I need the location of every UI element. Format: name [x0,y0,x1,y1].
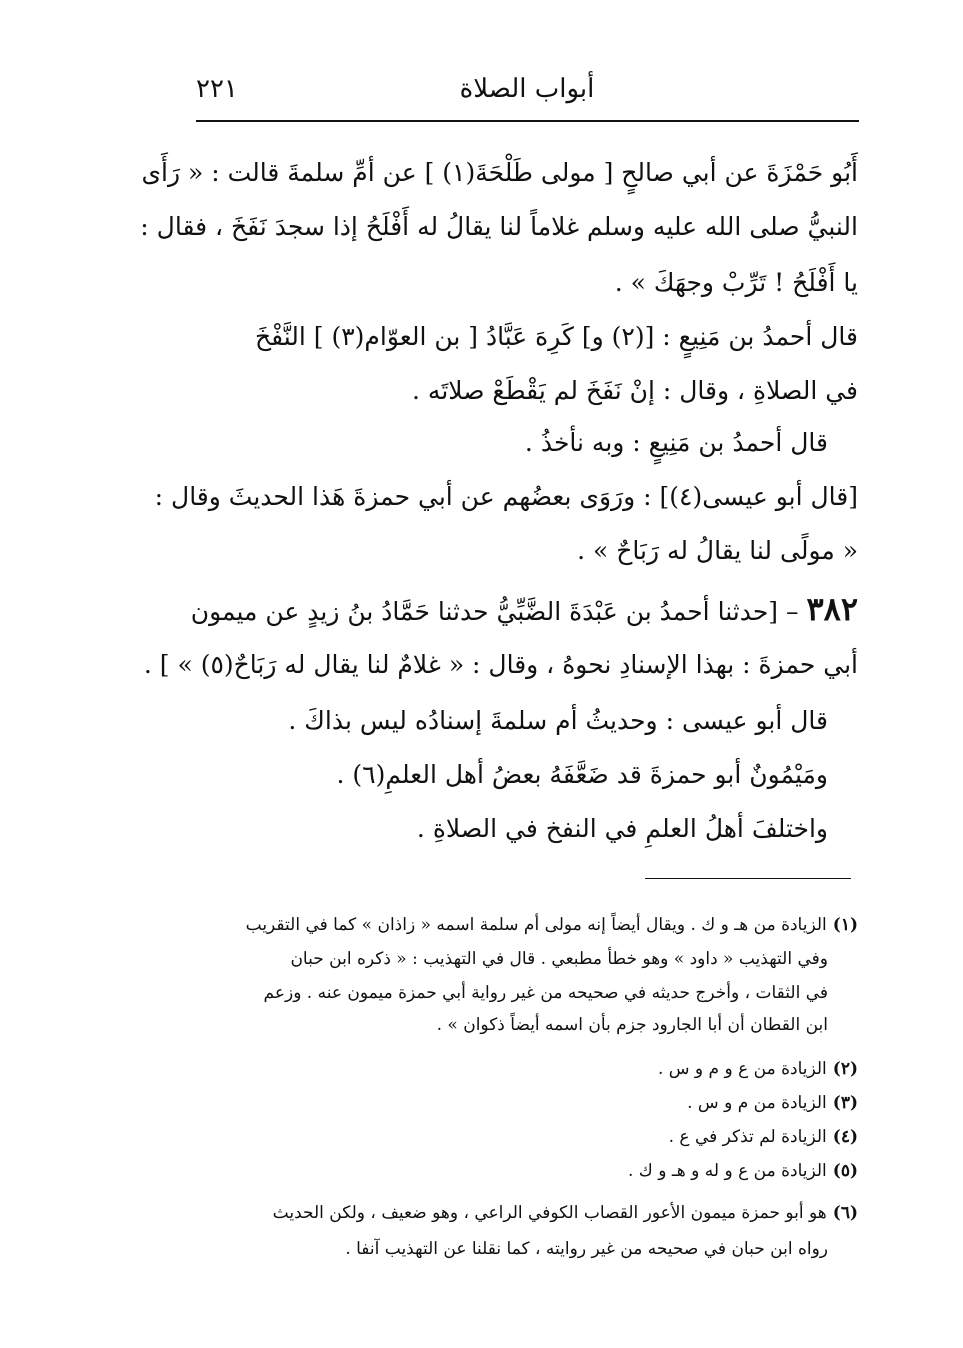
main-text-line: يا أَفْلَحُ ! تَرِّبْ وجهَكَ » . [614,268,858,297]
main-text-line: ومَيْمُونٌ أبو حمزةَ قد ضَعَّفَهُ بعضُ أهل العلمِ(٦) . [336,760,828,789]
footnote-text: هو أبو حمزة ميمون الأعور القصاب الكوفي الراعي ، وهو ضعيف ، ولكن الحديث [272,1203,827,1223]
main-text-line: أَبُو حَمْزَةَ عن أبي صالحٍ [ مولى طَلْحَةَ(١) ] عن أمِّ سلمةَ قالت : « رَأَى [141,158,858,187]
footnote-2 [658,1056,858,1082]
main-text-line: قال أبو عيسى : وحديثُ أم سلمةَ إسنادُه ليس بذاكَ . [288,706,828,735]
running-title: أبواب الصلاة [459,74,595,104]
footnote-6-continued: رواه ابن حبان في صحيحه من غير روايته ، كما نقلنا عن التهذيب آنفا . [345,1239,828,1259]
main-text-line: « مولًى لنا يقالُ له رَبَاحٌ » . [577,536,858,565]
footnote-text: الزيادة من ع و م و س . [657,1059,827,1079]
main-text-line: أبي حمزةَ : بهذا الإسنادِ نحوهُ ، وقال : « غلامٌ لنا يقال له رَبَاحٌ(٥) » ] . [143,650,858,679]
page-number: ٢٢١ [196,74,238,104]
footnote-marker: (٢) [832,1059,858,1079]
footnote-5 [628,1158,858,1184]
main-text-line: [قال أبو عيسى(٤)] : ورَوَى بعضُهم عن أبي حمزةَ هَذا الحديثَ وقال : [154,482,858,511]
hadith-text: – [حدثنا أحمدُ بن عَبْدَةَ الضَّبِّيُّ حدثنا حَمَّادُ بنُ زيدٍ عن ميمون [190,597,799,626]
footnote-marker: (٦) [832,1203,858,1223]
footnote-text: الزيادة من ع و له و هـ و ك . [627,1161,827,1181]
main-text-line: قال أحمدُ بن مَنِيعٍ : وبه نأخذُ . [524,428,828,457]
footnote-marker: (٤) [832,1127,858,1147]
footnote-1 [196,912,858,938]
main-text-line: قال أحمدُ بن مَنِيعٍ : [(٢) و] كَرِهَ عَبَّادُ [ بن العوّام(٣) ] النَّفْخَ [254,322,858,351]
page-header [196,66,858,118]
main-text-line: في الصلاةِ ، وقال : إنْ نَفَخَ لم يَقْطَعْ صلاتَه . [412,376,858,405]
header-rule [196,120,859,122]
footnote-marker: (١) [832,915,858,935]
footnote-6 [196,1200,858,1226]
footnote-separator [645,878,851,879]
hadith-number: ٣٨٢ [806,590,858,628]
footnote-text: الزيادة من هـ و ك . ويقال أيضاً إنه مولى أم سلمة اسمه « زاذان » كما في التقريب [245,915,827,935]
footnote-1-continued: في الثقات ، وأخرج حديثه في صحيحه من غير رواية أبي حمزة ميمون عنه . وزعم [263,983,828,1003]
footnote-marker: (٣) [832,1093,858,1113]
footnote-text: الزيادة من م و س . [687,1093,827,1113]
footnote-4 [669,1124,858,1150]
footnote-1-continued: وفي التهذيب « داود » وهو خطأ مطبعي . قال في التهذيب : « ذكره ابن حبان [290,949,828,969]
main-text-line: النبيُّ صلى الله عليه وسلم غلاماً لنا يقالُ له أَفْلَحُ إذا سجدَ نَفَخَ ، فقال : [140,212,858,241]
footnote-1-continued: ابن القطان أن أبا الجارود جزم بأن اسمه أيضاً ذكوان » . [436,1015,828,1035]
main-text-line: واختلفَ أهلُ العلمِ في النفخ في الصلاةِ . [416,814,828,843]
hadith-line [190,590,858,629]
footnote-marker: (٥) [832,1161,858,1181]
footnote-text: الزيادة لم تذكر في ع . [668,1127,827,1147]
footnote-3 [687,1090,858,1116]
